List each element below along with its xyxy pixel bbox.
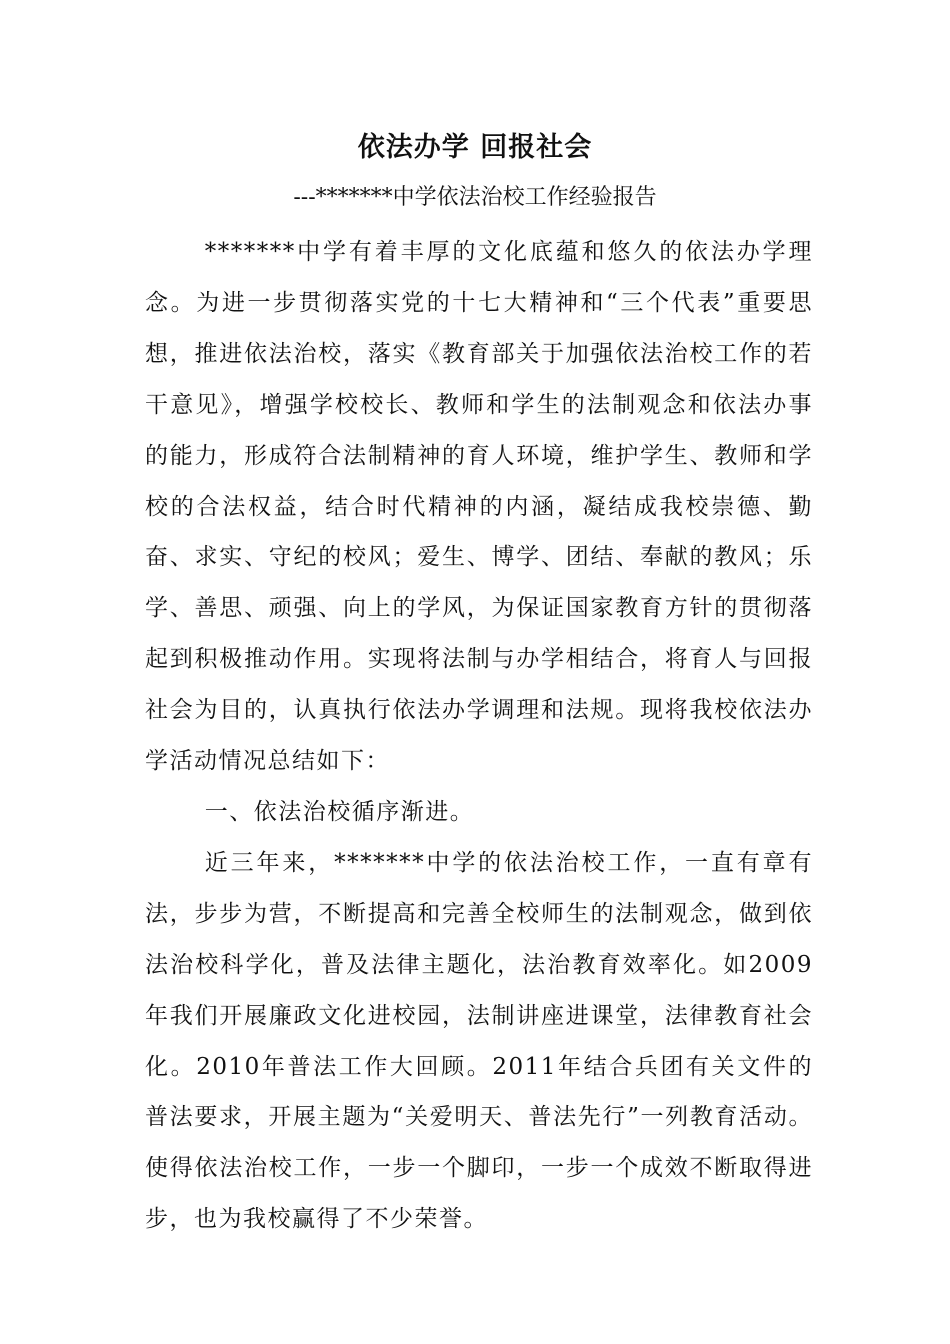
document-body	[145, 227, 813, 1245]
section-heading-1: 一、依法治校循序渐进。	[204, 798, 475, 825]
intro-paragraph: *******中学有着丰厚的文化底蕴和悠久的依法办学理念。为进一步贯彻落实党的十七大精神和“三个代表”重要思想，推进依法治校，落实《教育部关于加强依法治校工作的若干意见》，增强学校校长、教师和学生的法制观念和依法办事的能力，形成符合法制精神的育人环境，维护学生、教师和学校的合法权益，结合时代精神的内涵，凝结成我校崇德、勤奋、求实、守纪的校风；爱生、博学、团结、奉献的教风；乐学、善思、顽强、向上的学风，为保证国家教育方针的贯彻落起到积极推动作用。实现将法制与办学相结合，将育人与回报社会为目的，认真执行依法办学调理和法规。现将我校依法办学活动情况总结如下：	[145, 239, 813, 775]
document-subtitle: ---*******中学依法治校工作经验报告	[293, 185, 657, 210]
section-paragraph-1: 近三年来，*******中学的依法治校工作，一直有章有法，步步为营，不断提高和完善全校师生的法制观念，做到依法治校科学化，普及法律主题化，法治教育效率化。如2009年我们开展廉政文化进校园，法制讲座进课堂，法律教育社会化。2010年普法工作大回顾。2011年结合兵团有关文件的普法要求，开展主题为“关爱明天、普法先行”一列教育活动。使得依法治校工作，一步一个脚印，一步一个成效不断取得进步，也为我校赢得了不少荣誉。	[145, 849, 813, 1233]
document-title: 依法办学 回报社会	[357, 132, 593, 163]
